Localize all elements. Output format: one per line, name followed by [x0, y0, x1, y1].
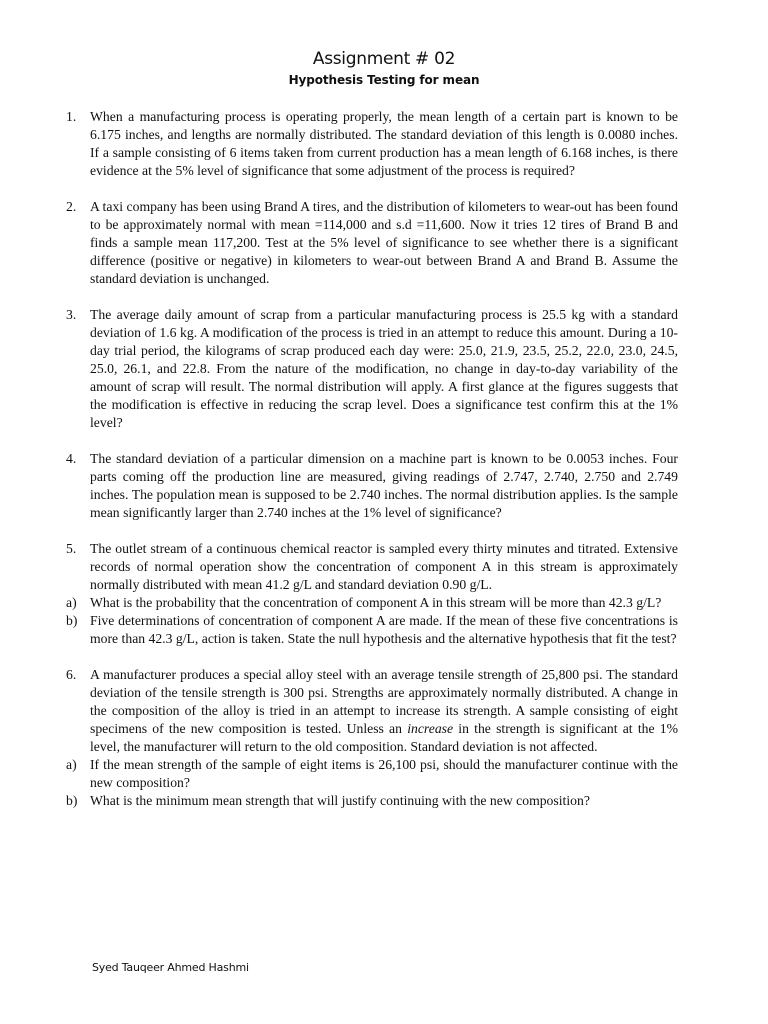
question-text-start: A manufacturer produces a special alloy steel with an average tensile strength of 25,800 psi. The standard deviation of the tensile strength is 300 psi. Strengths are approximately normally distributed. A change in the composition of the alloy is tried in an attempt to increase its strength. A sample consisting of eight specimens of the new composition is tested. Unless an [90, 667, 678, 736]
question-2 [66, 198, 678, 288]
question-text: The standard deviation of a particular dimension on a machine part is known to be 0.0053 inches. Four parts coming off the production line are measured, giving readings of 2.747, 2.740, 2.750 and 2.749 inches. The population mean is supposed to be 2.740 inches. The normal distribution applies. Is the sample mean significantly larger than 2.740 inches at the 1% level of significance? [90, 451, 678, 520]
question-text [90, 666, 678, 756]
part-label: b) [66, 613, 78, 628]
question-4 [66, 450, 678, 522]
question-number: 3. [66, 307, 77, 322]
page-title: Assignment # 02 [312, 49, 456, 69]
question-text: A taxi company has been using Brand A tires, and the distribution of kilometers to wear-out has been found to be approximately normal with mean =114,000 and s.d =11,600. Now it tries 12 tires of Brand B and finds a sample mean 117,200. Test at the 5% level of significance to see whether there is a significant difference (positive or negative) in kilometers to wear-out between Brand A and Brand B. Assume the standard deviation is unchanged. [90, 199, 678, 286]
question-text: The average daily amount of scrap from a particular manufacturing process is 25.5 kg with a standard deviation of 1.6 kg. A modification of the process is tried in an attempt to reduce this amount. During a 10-day trial period, the kilograms of scrap produced each day were: 25.0, 21.9, 23.5, 25.2, 22.0, 23.0, 24.5, 25.0, 26.1, and 22.8. From the nature of the modification, no change in day-to-day variability of the amount of scrap will result. The normal distribution will apply. A first glance at the figures suggests that the modification is effective in reducing the scrap level. Does a significance test confirm this at the 1% level? [90, 307, 678, 430]
question-number: 5. [66, 541, 77, 556]
question-number: 1. [66, 109, 77, 124]
question-number: 6. [66, 667, 77, 682]
question-6 [66, 666, 678, 810]
part-text: What is the minimum mean strength that will justify continuing with the new composition? [90, 793, 590, 808]
part-text: If the mean strength of the sample of eight items is 26,100 psi, should the manufacturer continue with the new composition? [90, 757, 678, 790]
part-text: What is the probability that the concentration of component A in this stream will be more than 42.3 g/L? [90, 595, 662, 610]
part-text: Five determinations of concentration of component A are made. If the mean of these five concentrations is more than 42.3 g/L, action is taken. State the null hypothesis and the alternative hypothesis that fit the test? [90, 613, 678, 646]
question-6-part-a [66, 756, 678, 792]
part-label: a) [66, 757, 77, 772]
question-text-end: in the strength is significant at the 1% level, the manufacturer will return to the old composition. Standard deviation is not affected. [90, 721, 679, 754]
question-1 [66, 108, 678, 180]
question-5-part-b [66, 612, 678, 648]
page-subtitle: Hypothesis Testing for mean [288, 73, 480, 87]
question-list [66, 108, 678, 810]
question-number: 2. [66, 199, 77, 214]
part-label: a) [66, 595, 77, 610]
question-text: When a manufacturing process is operating properly, the mean length of a certain part is known to be 6.175 inches, and lengths are normally distributed. The standard deviation of this length is 0.0080 inches. If a sample consisting of 6 items taken from current production has a mean length of 6.168 inches, is there evidence at the 5% level of significance that some adjustment of the process is required? [90, 109, 678, 178]
question-number: 4. [66, 451, 77, 466]
question-6-part-b [66, 792, 678, 810]
question-5-part-a [66, 594, 678, 612]
part-label: b) [66, 793, 78, 808]
author-footer: Syed Tauqeer Ahmed Hashmi [92, 961, 249, 974]
question-text: The outlet stream of a continuous chemical reactor is sampled every thirty minutes and titrated. Extensive records of normal operation show the concentration of component A in this stream is approximately normally distributed with mean 41.2 g/L and standard deviation 0.90 g/L. [90, 541, 678, 592]
emphasized-word: increase [407, 721, 454, 736]
question-5 [66, 540, 678, 648]
question-3 [66, 306, 678, 432]
